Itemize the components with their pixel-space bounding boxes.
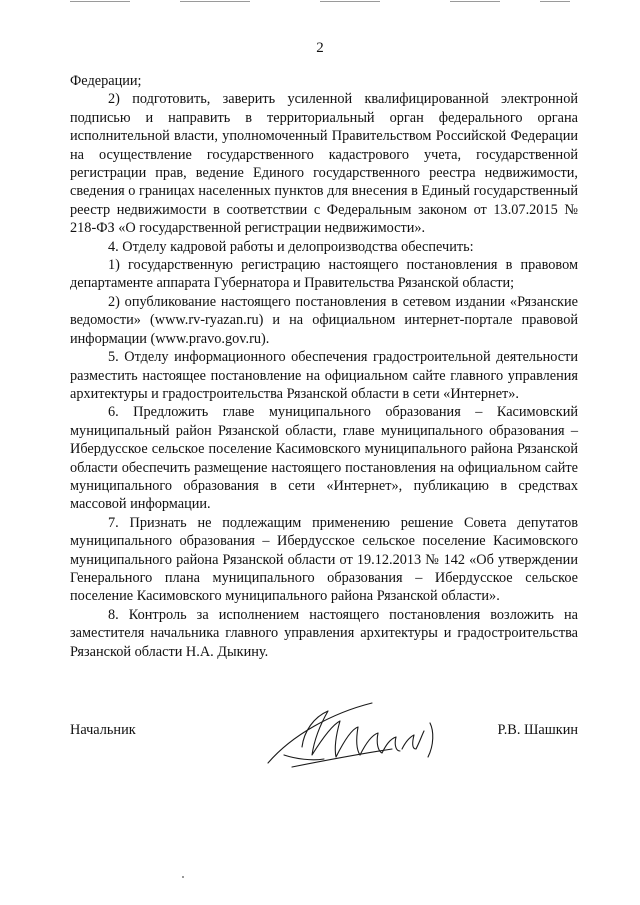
- signatory-name: Р.В. Шашкин: [497, 722, 578, 738]
- paragraph-item-5: 5. Отделу информационного обеспечения градостроительной деятельности разместить настоящее постановление на официальном сайте главного управления архитектуры и градостроительства Рязанской области в сети «Интернет».: [70, 349, 578, 402]
- document-body: [70, 72, 578, 661]
- paragraph-item-8: 8. Контроль за исполнением настоящего постановления возложить на заместителя начальника главного управления архитектуры и градостроительства Рязанской области Н.А. Дыкину.: [70, 606, 578, 660]
- signatory-position: Начальник: [70, 722, 136, 738]
- paragraph-item-2-boundaries: 2) подготовить, заверить усиленной квалифицированной электронной подписью и направить в территориальный орган федерального органа исполнительной власти, уполномоченный Правительством Российской Федерации на осуществление государственного кадастрового учета, государственной регистрации прав, ведение Единого государственного реестра недвижимости, сведения о границах населенных пунктов для внесения в Единый государственный реестр недвижимости в соответствии с Федеральным законом от 13.07.2015 № 218-ФЗ «О государственной регистрации недвижимости».: [70, 91, 578, 237]
- paragraph-item-4-1: 1) государственную регистрацию настоящего постановления в правовом департаменте аппарата Губернатора и Правительства Рязанской области;: [70, 257, 578, 292]
- handwritten-signature: [262, 695, 452, 775]
- paragraph-item-7: 7. Признать не подлежащим применению решение Совета депутатов муниципального образования – Ибердусское сельское поселение Касимовского муниципального района Рязанской области от 19.12.2013 № 142 «Об утверждении Генерального плана муниципального образования – Ибердусское сельское поселение Касимовского муниципального района Рязанской области».: [70, 514, 578, 605]
- scan-speck: [182, 876, 184, 878]
- paragraph-continuation: Федерации;: [70, 73, 142, 89]
- paragraph-item-4: 4. Отделу кадровой работы и делопроизводства обеспечить:: [108, 238, 474, 255]
- page-number: 2: [316, 40, 324, 56]
- paragraph-item-6: 6. Предложить главе муниципального образования – Касимовский муниципальный район Рязанской области, главе муниципального образования – Ибердусское сельское поселение Касимовского муниципального района Рязанской области обеспечить размещение настоящего постановления на официальном сайте муниципального образования в сети «Интернет», публикацию в средствах массовой информации.: [70, 404, 578, 513]
- paragraph-item-4-2: 2) опубликование настоящего постановления в сетевом издании «Рязанские ведомости» (www.rv-ryazan.ru) и на официальном интернет-портале правовой информации (www.pravo.gov.ru).: [70, 293, 578, 347]
- scan-artifact-top: [70, 0, 570, 4]
